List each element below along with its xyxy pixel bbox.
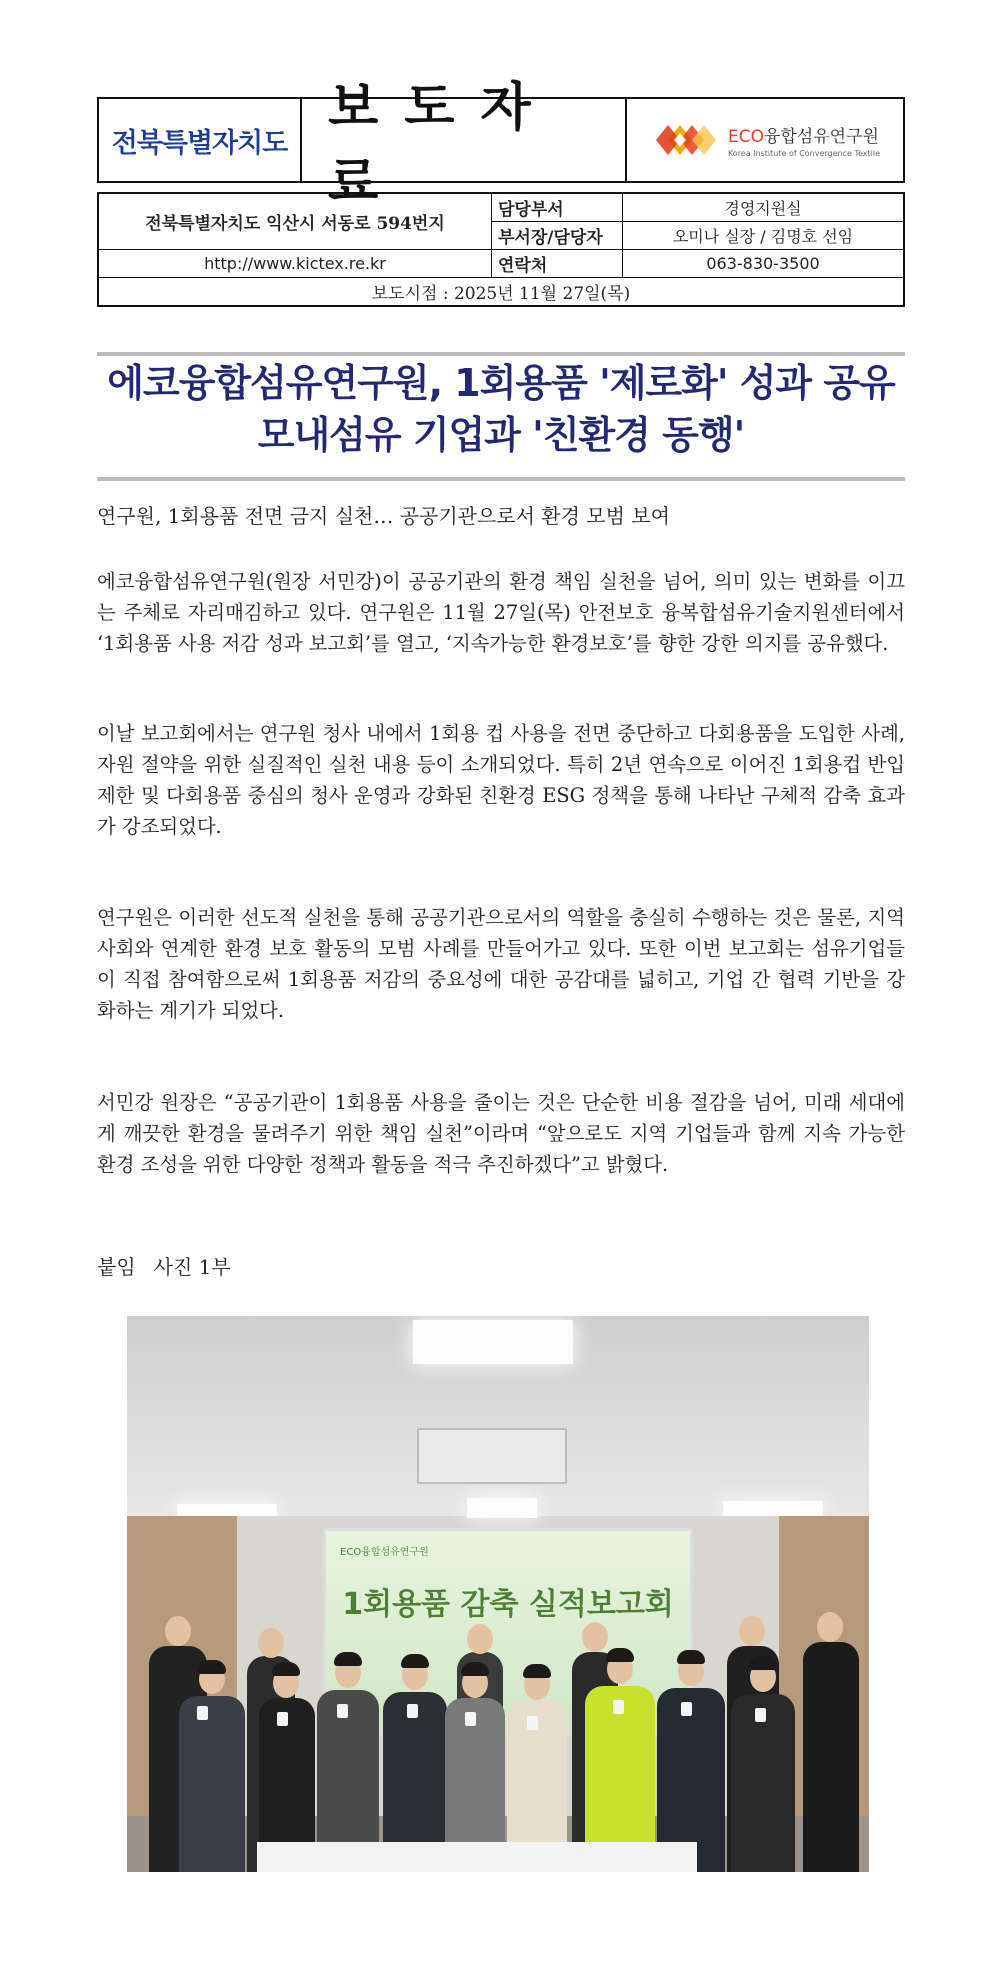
logo-jeonbuk-text: 전북 <box>111 127 162 159</box>
person <box>179 1696 245 1872</box>
headline-bottom-rule <box>97 477 905 481</box>
eco-logo-english: Korea Institute of Convergence Textile <box>727 149 881 158</box>
subheadline: 연구원, 1회용품 전면 금지 실천… 공공기관으로서 환경 모범 보여 <box>97 504 670 528</box>
table <box>257 1842 697 1872</box>
attachment-value: 사진 1부 <box>153 1255 231 1279</box>
headline-line-2: 모내섬유 기업과 '친환경 동행' <box>257 413 745 457</box>
screen-title: 1회용품 감축 실적보고회 <box>342 1587 674 1622</box>
headline-line-1: 에코융합섬유연구원, 1회용품 '제로화' 성과 공유 <box>107 361 895 405</box>
press-release-title: 보도자료 <box>328 78 557 213</box>
contact-info-table <box>97 192 905 307</box>
eco-diamond-icon <box>650 115 720 165</box>
table-row <box>98 278 904 307</box>
body-paragraph-2: 이날 보고회에서는 연구원 청사 내에서 1회용 컵 사용을 전면 중단하고 다회용품을 도입한 사례, 자원 절약을 위한 실질적인 실천 내용 등이 소개되었다. 특히 2년 연속으로 이어진 1회용컵 반입제한 및 다회용품 중심의 청사 운영과 강화된 친환경 ESG 정책을 통해 나타난 구체적 감축 효과가 강조되었다. <box>97 722 905 838</box>
table-row <box>98 193 904 222</box>
body-paragraph-1: 에코융합섬유연구원(원장 서민강)이 공공기관의 환경 책임 실천을 넘어, 의미 있는 변화를 이끄는 주체로 자리매김하고 있다. 연구원은 11월 27일(목) 안전보호 융복합섬유기술지원센터에서 ‘1회용품 사용 저감 성과 보고회’를 열고, ‘지속가능한 환경보호’를 향한 강한 의지를 공유했다. <box>97 570 905 655</box>
attachment-note <box>97 1251 249 1280</box>
label-contact: 연락처 <box>492 250 623 278</box>
headline-top-rule <box>97 352 905 356</box>
logo-special-text: 특별자치도 <box>161 127 288 159</box>
eco-logo-eco: ECO <box>727 127 764 147</box>
eco-institute-logo <box>627 99 903 181</box>
air-conditioner <box>417 1428 567 1484</box>
ceiling-light <box>413 1320 573 1364</box>
address-cell: 전북특별자치도 익산시 서동로 594번지 <box>98 193 492 250</box>
body-paragraph-4: 서민강 원장은 “공공기관이 1회용품 사용을 줄이는 것은 단순한 비용 절감을 넘어, 미래 세대에게 깨끗한 환경을 물려주기 위한 책임 실천”이라며 “앞으로도 지역 기업들과 함께 지속 가능한 환경 조성을 위한 다양한 정책과 활동을 적극 추진하겠다”고 밝혔다. <box>97 1091 905 1176</box>
jeonbuk-logo <box>99 99 302 181</box>
eco-logo-name: 융합섬유연구원 <box>763 127 879 147</box>
release-date: 보도시점 : 2025년 11월 27일(목) <box>98 278 904 307</box>
value-department: 경영지원실 <box>623 193 905 222</box>
label-manager: 부서장/담당자 <box>492 222 623 250</box>
person <box>803 1642 859 1872</box>
table-row <box>98 250 904 278</box>
value-manager: 오미나 실장 / 김명호 선임 <box>623 222 905 250</box>
ceiling-light <box>467 1498 537 1518</box>
body-paragraph-3: 연구원은 이러한 선도적 실천을 통해 공공기관으로서의 역할을 충실히 수행하는 것은 물론, 지역사회와 연계한 환경 보호 활동의 모범 사례를 만들어가고 있다. 또한 이번 보고회는 섬유기업들이 직접 참여함으로써 1회용품 저감의 중요성에 대한 공감대를 넓히고, 기업 간 협력 기반을 강화하는 계기가 되었다. <box>97 906 905 1022</box>
headline <box>97 357 905 461</box>
attachment-label: 붙임 <box>97 1255 136 1279</box>
screen-org-label: ECO융합섬유연구원 <box>340 1547 429 1558</box>
event-photo <box>127 1316 869 1872</box>
label-department: 담당부서 <box>492 193 623 222</box>
value-contact: 063-830-3500 <box>623 250 905 278</box>
website-link[interactable]: http://www.kictex.re.kr <box>98 250 492 278</box>
